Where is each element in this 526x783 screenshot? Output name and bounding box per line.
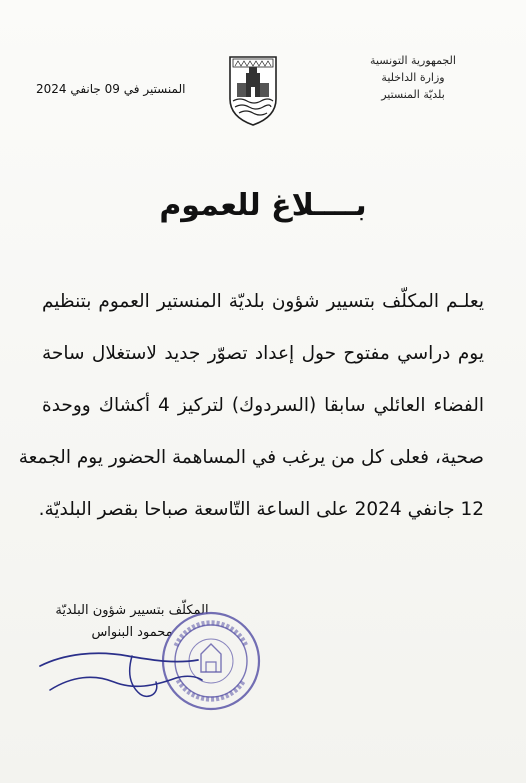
body-line: يعلـم المكلّف بتسيير شؤون بلديّة المنستير العموم بتنظيم — [42, 291, 484, 312]
ministry-line-country: الجمهورية التونسية — [370, 54, 456, 67]
handwritten-signature-icon — [36, 630, 206, 710]
body-line: صحية، فعلى كل من يرغب في المساهمة الحضور يوم الجمعة — [18, 447, 484, 468]
body-line: 12 جانفي 2024 على الساعة التّاسعة صباحا بقصر البلديّة. — [38, 499, 484, 520]
ministry-header — [348, 52, 478, 103]
signatory-name: محمود البنواس — [91, 625, 173, 640]
page-title: بــــلاغ للعموم — [159, 188, 367, 223]
signatory-role: المكلّف بتسيير شؤون البلديّة — [55, 603, 209, 618]
monastir-ribat-emblem-icon — [227, 53, 279, 127]
document-date: المنستير في 09 جانفي 2024 — [36, 82, 186, 96]
body-line: يوم دراسي مفتوح حول إعداد تصوّر جديد لاستغلال ساحة — [42, 343, 484, 364]
body-line: الفضاء العائلي سابقا (السردوك) لتركيز 4 أكشاك ووحدة — [42, 395, 484, 416]
announcement-body — [18, 276, 484, 536]
ministry-line-ministry: وزارة الداخلية — [381, 71, 445, 84]
ministry-line-municipality: بلديّة المنستير — [381, 88, 445, 101]
